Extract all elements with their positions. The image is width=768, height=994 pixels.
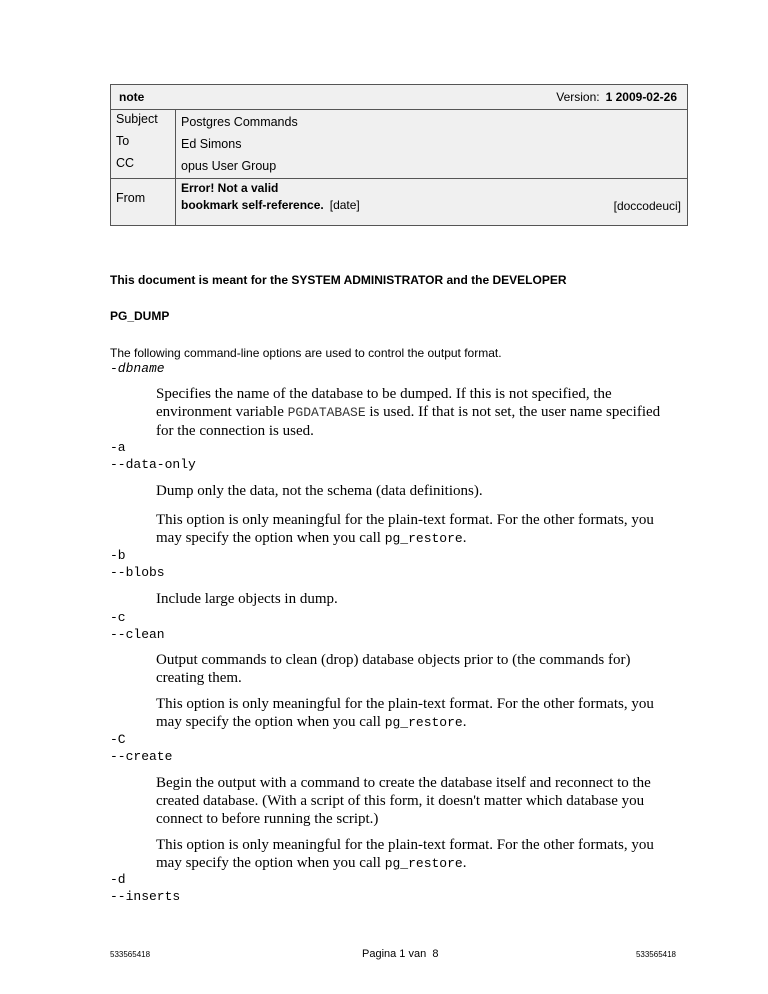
option-d <box>110 871 180 905</box>
from-line-2 <box>181 197 360 214</box>
from-line-1: Error! Not a valid <box>181 181 279 195</box>
option-b-short: -b <box>110 548 126 563</box>
option-b-long: --blobs <box>110 565 165 580</box>
dbname-desc-a: Specifies the name of the database to be dumped. If this is not specified, the environment variable <box>156 386 612 420</box>
footer-left-code: 533565418 <box>110 950 151 959</box>
option-C-long: --create <box>110 749 173 764</box>
option-b <box>110 547 165 581</box>
footer-right-code: 533565418 <box>635 950 676 959</box>
plain-note-text: This option is only meaningful for the plain-text format. For the other formats, you may specify the option when you call <box>156 696 654 730</box>
page-total: 8 <box>432 948 439 960</box>
from-date: [date] <box>329 198 360 212</box>
option-a-short: -a <box>110 440 126 455</box>
memo-row-to <box>111 132 687 154</box>
a-description: Dump only the data, not the schema (data definitions). <box>156 483 483 499</box>
to-label: To <box>116 134 130 148</box>
memo-version <box>556 90 677 104</box>
version-label: Version: <box>556 90 600 104</box>
option-C <box>110 731 172 765</box>
memo-row-from <box>111 179 687 225</box>
pg-restore-code: pg_restore <box>384 715 463 730</box>
audience-heading: This document is meant for the SYSTEM ADMINISTRATOR and the DEVELOPER <box>110 273 567 287</box>
from-value <box>181 180 360 214</box>
option-a <box>110 439 196 473</box>
version-value: 1 2009-02-26 <box>605 90 677 104</box>
memo-header-table <box>110 84 688 226</box>
dbname-description <box>156 385 676 440</box>
dbname-desc-b: is used. If that is not set, the user name specified for the connection is used. <box>156 404 661 439</box>
subject-label: Subject <box>116 112 158 126</box>
b-description: Include large objects in dump. <box>156 591 338 607</box>
memo-row-subject <box>111 110 687 132</box>
footer-page <box>362 948 438 960</box>
option-C-short: -C <box>110 732 126 747</box>
pgdatabase-var: PGDATABASE <box>287 405 366 420</box>
plain-note-text: This option is only meaningful for the plain-text format. For the other formats, you may specify the option when you call <box>156 512 654 546</box>
period: . <box>462 530 467 546</box>
memo-row-cc <box>111 154 687 179</box>
memo-title-row <box>111 85 687 110</box>
from-line-2-text: bookmark self-reference. <box>181 198 324 212</box>
cc-value: opus User Group <box>181 159 277 173</box>
c-plain-note <box>156 695 676 732</box>
plain-note-text: This option is only meaningful for the plain-text format. For the other formats, you may specify the option when you call <box>156 837 654 871</box>
c-description: Output commands to clean (drop) database objects prior to (the commands for) creating them. <box>156 652 631 686</box>
pg-restore-code: pg_restore <box>384 531 463 546</box>
pg-restore-code: pg_restore <box>384 856 463 871</box>
to-value: Ed Simons <box>181 137 242 151</box>
C-plain-note <box>156 836 676 873</box>
memo-type-label: note <box>119 90 145 104</box>
option-c <box>110 609 165 643</box>
section-title: PG_DUMP <box>110 309 170 323</box>
option-c-short: -c <box>110 610 126 625</box>
cc-label: CC <box>116 156 135 170</box>
intro-text: The following command-line options are used to control the output format. <box>110 346 502 360</box>
subject-value: Postgres Commands <box>181 115 298 129</box>
option-d-short: -d <box>110 872 126 887</box>
option-a-long: --data-only <box>110 457 196 472</box>
period: . <box>462 714 467 730</box>
doc-code: [doccodeuci] <box>613 199 681 213</box>
from-label: From <box>116 191 146 205</box>
option-c-long: --clean <box>110 627 165 642</box>
a-plain-note <box>156 511 676 548</box>
period: . <box>462 855 467 871</box>
C-description: Begin the output with a command to create the database itself and reconnect to the created database. (With a script of this form, it doesn't matter which database you connect to before running the script.) <box>156 775 651 827</box>
option-d-long: --inserts <box>110 889 181 904</box>
option-dbname: -dbname <box>110 361 165 376</box>
page-label: Pagina 1 van <box>362 948 427 960</box>
